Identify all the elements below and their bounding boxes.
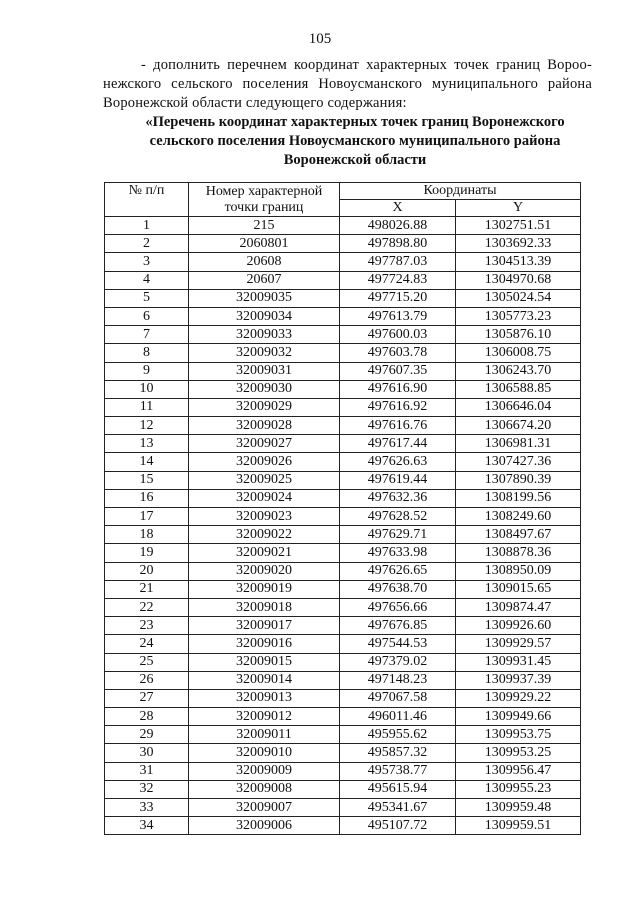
cell-x: 495738.77	[340, 762, 456, 780]
table-row	[105, 671, 581, 689]
table-row	[105, 344, 581, 362]
cell-y: 1302751.51	[456, 217, 581, 235]
table-row	[105, 489, 581, 507]
cell-y: 1309929.22	[456, 689, 581, 707]
cell-point-number: 32009019	[189, 580, 340, 598]
coordinates-table	[104, 182, 581, 835]
table-row	[105, 598, 581, 616]
cell-y: 1306243.70	[456, 362, 581, 380]
cell-x: 497544.53	[340, 635, 456, 653]
cell-point-number: 32009018	[189, 598, 340, 616]
cell-x: 498026.88	[340, 217, 456, 235]
cell-index: 2	[105, 235, 189, 253]
cell-x: 495107.72	[340, 817, 456, 835]
cell-index: 19	[105, 544, 189, 562]
table-row	[105, 435, 581, 453]
cell-point-number: 20608	[189, 253, 340, 271]
cell-index: 25	[105, 653, 189, 671]
cell-index: 28	[105, 708, 189, 726]
cell-index: 23	[105, 617, 189, 635]
cell-point-number: 32009006	[189, 817, 340, 835]
header-index: № п/п	[105, 183, 189, 217]
cell-point-number: 32009026	[189, 453, 340, 471]
cell-point-number: 215	[189, 217, 340, 235]
cell-x: 497715.20	[340, 289, 456, 307]
cell-index: 15	[105, 471, 189, 489]
header-y: Y	[456, 200, 581, 217]
table-row	[105, 817, 581, 835]
table-row	[105, 453, 581, 471]
cell-index: 14	[105, 453, 189, 471]
cell-index: 1	[105, 217, 189, 235]
table-row	[105, 326, 581, 344]
cell-index: 34	[105, 817, 189, 835]
cell-x: 497617.44	[340, 435, 456, 453]
cell-x: 497619.44	[340, 471, 456, 489]
cell-index: 17	[105, 508, 189, 526]
cell-index: 6	[105, 307, 189, 325]
cell-point-number: 32009030	[189, 380, 340, 398]
cell-x: 497787.03	[340, 253, 456, 271]
table-row	[105, 307, 581, 325]
cell-point-number: 32009015	[189, 653, 340, 671]
cell-x: 495955.62	[340, 726, 456, 744]
cell-point-number: 32009033	[189, 326, 340, 344]
cell-point-number: 32009027	[189, 435, 340, 453]
cell-point-number: 32009009	[189, 762, 340, 780]
cell-index: 30	[105, 744, 189, 762]
cell-index: 5	[105, 289, 189, 307]
table-row	[105, 526, 581, 544]
cell-x: 497379.02	[340, 653, 456, 671]
table-row	[105, 235, 581, 253]
cell-y: 1305773.23	[456, 307, 581, 325]
table-row	[105, 417, 581, 435]
cell-index: 16	[105, 489, 189, 507]
cell-point-number: 32009013	[189, 689, 340, 707]
table-row	[105, 580, 581, 598]
cell-x: 497656.66	[340, 598, 456, 616]
header-point-number: Номер характерной точки границ	[189, 183, 340, 217]
header-x: X	[340, 200, 456, 217]
cell-point-number: 32009035	[189, 289, 340, 307]
cell-point-number: 32009021	[189, 544, 340, 562]
cell-y: 1307890.39	[456, 471, 581, 489]
table-row	[105, 653, 581, 671]
cell-x: 497603.78	[340, 344, 456, 362]
cell-y: 1309955.23	[456, 780, 581, 798]
header-coordinates: Координаты	[340, 183, 581, 200]
table-row	[105, 253, 581, 271]
cell-point-number: 32009032	[189, 344, 340, 362]
heading-line-1: «Перечень координат характерных точек границ Воронежского	[145, 114, 565, 130]
cell-y: 1309926.60	[456, 617, 581, 635]
cell-y: 1309953.75	[456, 726, 581, 744]
cell-y: 1309929.57	[456, 635, 581, 653]
cell-y: 1305024.54	[456, 289, 581, 307]
cell-y: 1304513.39	[456, 253, 581, 271]
cell-y: 1308199.56	[456, 489, 581, 507]
cell-point-number: 32009034	[189, 307, 340, 325]
table-row	[105, 799, 581, 817]
cell-y: 1308497.67	[456, 526, 581, 544]
cell-y: 1305876.10	[456, 326, 581, 344]
table-row	[105, 762, 581, 780]
table-row	[105, 617, 581, 635]
table-row	[105, 689, 581, 707]
cell-index: 24	[105, 635, 189, 653]
cell-index: 10	[105, 380, 189, 398]
cell-x: 497148.23	[340, 671, 456, 689]
table-row	[105, 744, 581, 762]
cell-x: 497067.58	[340, 689, 456, 707]
cell-y: 1306674.20	[456, 417, 581, 435]
cell-index: 12	[105, 417, 189, 435]
intro-paragraph: - дополнить перечнем координат характерных точек границ Вороо-нежского сельского поселения Новоусманского муниципального района Воронежской области следующего содержания:	[103, 57, 592, 111]
heading-line-2: сельского поселения Новоусманского муниципального района	[149, 133, 561, 149]
cell-point-number: 32009016	[189, 635, 340, 653]
cell-x: 497616.92	[340, 398, 456, 416]
cell-point-number: 20607	[189, 271, 340, 289]
cell-y: 1306646.04	[456, 398, 581, 416]
cell-index: 4	[105, 271, 189, 289]
cell-y: 1309956.47	[456, 762, 581, 780]
cell-y: 1308249.60	[456, 508, 581, 526]
cell-index: 31	[105, 762, 189, 780]
cell-index: 29	[105, 726, 189, 744]
cell-x: 497898.80	[340, 235, 456, 253]
cell-point-number: 32009022	[189, 526, 340, 544]
cell-point-number: 32009025	[189, 471, 340, 489]
cell-y: 1306588.85	[456, 380, 581, 398]
cell-point-number: 32009020	[189, 562, 340, 580]
cell-index: 27	[105, 689, 189, 707]
table-row	[105, 708, 581, 726]
cell-y: 1309931.45	[456, 653, 581, 671]
cell-x: 497724.83	[340, 271, 456, 289]
cell-y: 1309959.51	[456, 817, 581, 835]
table-row	[105, 289, 581, 307]
cell-y: 1308878.36	[456, 544, 581, 562]
table-row	[105, 217, 581, 235]
cell-y: 1303692.33	[456, 235, 581, 253]
cell-x: 497616.90	[340, 380, 456, 398]
cell-y: 1309937.39	[456, 671, 581, 689]
cell-index: 3	[105, 253, 189, 271]
cell-x: 496011.46	[340, 708, 456, 726]
cell-x: 497626.63	[340, 453, 456, 471]
cell-index: 9	[105, 362, 189, 380]
cell-x: 497629.71	[340, 526, 456, 544]
table-row	[105, 380, 581, 398]
page-number: 105	[308, 31, 332, 47]
cell-index: 32	[105, 780, 189, 798]
cell-point-number: 32009011	[189, 726, 340, 744]
table-row	[105, 362, 581, 380]
table-row	[105, 544, 581, 562]
cell-y: 1309949.66	[456, 708, 581, 726]
cell-point-number: 32009007	[189, 799, 340, 817]
cell-point-number: 32009028	[189, 417, 340, 435]
cell-y: 1309015.65	[456, 580, 581, 598]
cell-x: 497638.70	[340, 580, 456, 598]
cell-x: 495615.94	[340, 780, 456, 798]
cell-index: 7	[105, 326, 189, 344]
cell-x: 497626.65	[340, 562, 456, 580]
cell-point-number: 32009024	[189, 489, 340, 507]
table-row	[105, 471, 581, 489]
cell-point-number: 32009023	[189, 508, 340, 526]
cell-x: 497616.76	[340, 417, 456, 435]
cell-x: 497632.36	[340, 489, 456, 507]
cell-y: 1307427.36	[456, 453, 581, 471]
cell-y: 1304970.68	[456, 271, 581, 289]
cell-point-number: 32009012	[189, 708, 340, 726]
cell-y: 1309874.47	[456, 598, 581, 616]
cell-index: 13	[105, 435, 189, 453]
cell-x: 495857.32	[340, 744, 456, 762]
table-row	[105, 398, 581, 416]
cell-point-number: 32009031	[189, 362, 340, 380]
table-row	[105, 271, 581, 289]
table-row	[105, 562, 581, 580]
cell-index: 26	[105, 671, 189, 689]
cell-index: 8	[105, 344, 189, 362]
cell-x: 497676.85	[340, 617, 456, 635]
cell-y: 1306981.31	[456, 435, 581, 453]
cell-index: 18	[105, 526, 189, 544]
cell-point-number: 32009029	[189, 398, 340, 416]
heading-line-3: Воронежской области	[283, 152, 427, 168]
cell-index: 20	[105, 562, 189, 580]
cell-x: 497600.03	[340, 326, 456, 344]
table-body	[105, 217, 581, 835]
cell-index: 11	[105, 398, 189, 416]
cell-index: 22	[105, 598, 189, 616]
cell-x: 497607.35	[340, 362, 456, 380]
cell-point-number: 2060801	[189, 235, 340, 253]
cell-point-number: 32009010	[189, 744, 340, 762]
cell-x: 497628.52	[340, 508, 456, 526]
cell-x: 497633.98	[340, 544, 456, 562]
cell-y: 1309959.48	[456, 799, 581, 817]
cell-index: 21	[105, 580, 189, 598]
table-row	[105, 508, 581, 526]
cell-y: 1308950.09	[456, 562, 581, 580]
table-row	[105, 780, 581, 798]
cell-index: 33	[105, 799, 189, 817]
cell-y: 1306008.75	[456, 344, 581, 362]
cell-x: 495341.67	[340, 799, 456, 817]
document-heading	[118, 113, 592, 170]
cell-y: 1309953.25	[456, 744, 581, 762]
cell-x: 497613.79	[340, 307, 456, 325]
table-row	[105, 726, 581, 744]
cell-point-number: 32009008	[189, 780, 340, 798]
cell-point-number: 32009014	[189, 671, 340, 689]
table-row	[105, 635, 581, 653]
cell-point-number: 32009017	[189, 617, 340, 635]
